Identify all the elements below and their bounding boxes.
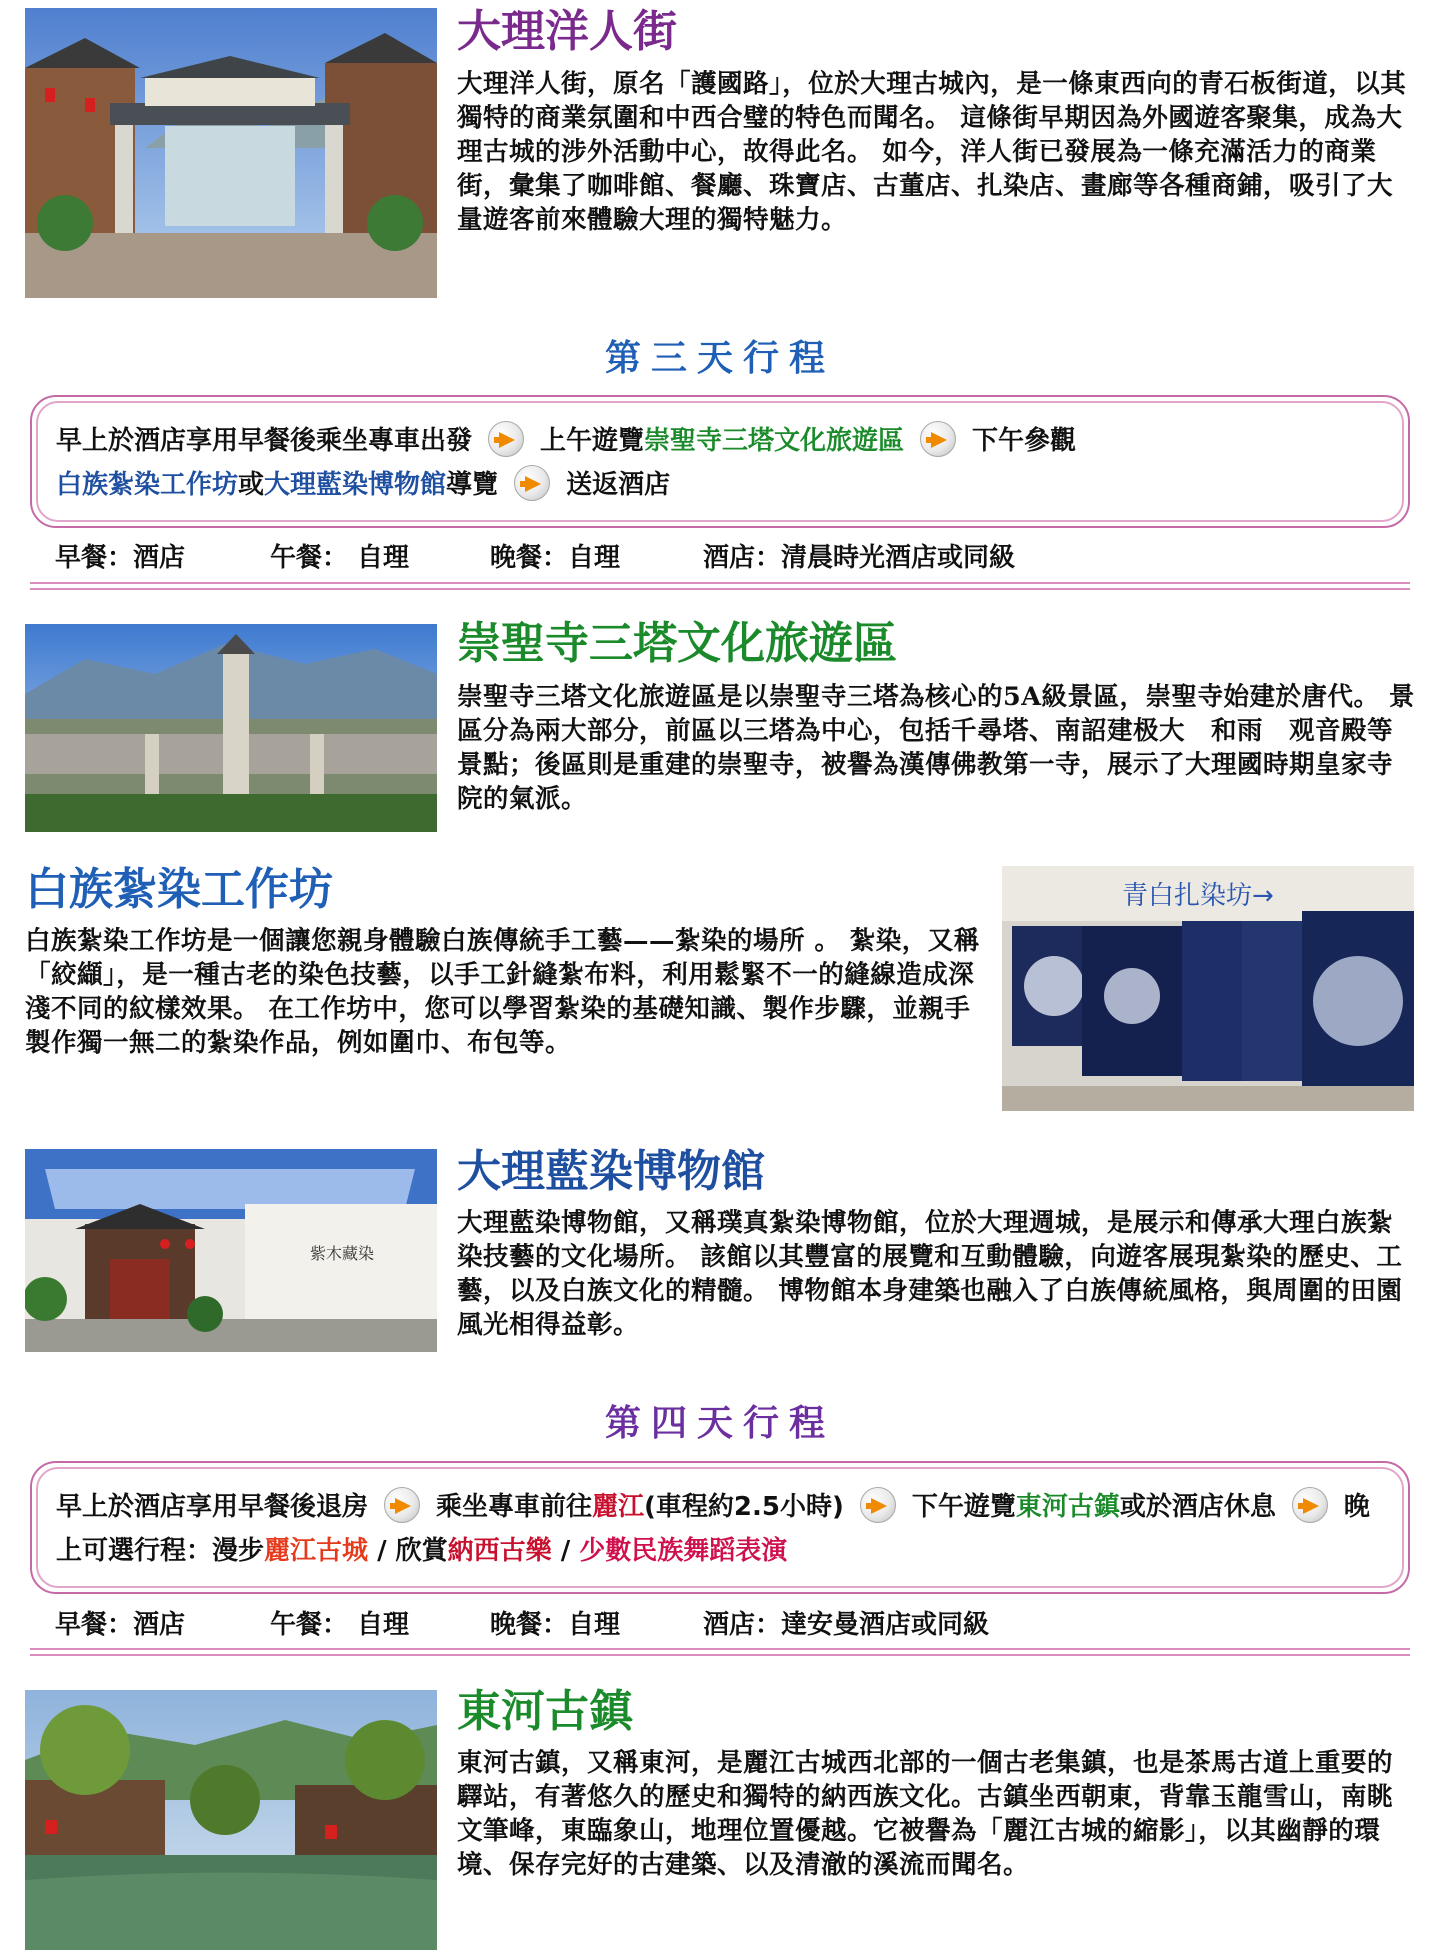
tie-dye-sign: 青白扎染坊→ [1122, 881, 1274, 911]
day4-step-naxi-music: 納西古樂 [447, 1536, 552, 1566]
yangren-body: 大理洋人街，原名「護國路」，位於大理古城內，是一條東西向的青石板街道，以其獨特的商業氛圍和中西合璧的特色而聞名。 這條街早期因為外國遊客聚集，成為大理古城的涉外活動中心，故得此名。 如今，洋人街已發展為一條充滿活力的商業街，彙集了咖啡館、餐廳、珠寶店、古董店、扎染店、畫廊等各種商鋪，吸引了大量遊客前來體驗大理的獨特魅力。 [457, 69, 1407, 235]
day3-step-return: 送返酒店 [566, 470, 671, 500]
orange-arrow-icon [860, 1487, 896, 1523]
day3-step-baizu: 白族紮染工作坊 [56, 470, 239, 500]
museum-sign: 紫木藏染 [310, 1244, 375, 1263]
day4-step-rest: 或於酒店休息 [1119, 1492, 1276, 1522]
day3-itinerary [36, 401, 1404, 522]
museum-title: 大理藍染博物館 [457, 1146, 765, 1197]
orange-arrow-icon [1292, 1487, 1328, 1523]
day3-step-museum: 大理藍染博物館 [264, 470, 447, 500]
day4-step-drive-time: (車程約2.5小時) [644, 1492, 844, 1522]
tie-dye-cloth-photo [1002, 866, 1414, 1111]
day3-hotel: 酒店：清晨時光酒店或同級 [703, 543, 1016, 573]
day3-breakfast: 早餐：酒店 [55, 543, 186, 573]
day3-itinerary-box [30, 395, 1410, 528]
day4-step-lijiang: 麗江 [592, 1492, 645, 1522]
day3-step-chongsheng: 崇聖寺三塔文化旅遊區 [644, 426, 905, 456]
day4-step-sep2: / [551, 1536, 580, 1566]
three-pagodas-photo [25, 624, 437, 832]
day4-step-checkout: 早上於酒店享用早餐後退房 [56, 1492, 369, 1522]
orange-arrow-icon [488, 421, 524, 457]
day4-breakfast: 早餐：酒店 [55, 1610, 186, 1640]
day3-heading: 第三天行程 [604, 338, 835, 379]
day4-dinner: 晚餐：自理 [490, 1610, 621, 1640]
day4-hotel: 酒店：達安曼酒店或同級 [703, 1610, 990, 1640]
day4-step-evening-label: 晚上可選行程：漫步 [56, 1492, 1370, 1566]
day4-lunch: 午餐： 自理 [270, 1610, 410, 1640]
day4-itinerary-box [30, 1461, 1410, 1594]
chongsheng-title: 崇聖寺三塔文化旅遊區 [457, 618, 897, 669]
day3-step-tour: 導覽 [446, 470, 499, 500]
day4-step-old-town: 麗江古城 [264, 1536, 369, 1566]
canal-town-photo [25, 1690, 437, 1950]
day4-step-dance: 少數民族舞蹈表演 [579, 1536, 788, 1566]
day3-step-or: 或 [238, 470, 265, 500]
day4-divider [30, 1648, 1410, 1656]
museum-body: 大理藍染博物館，又稱璞真紮染博物館，位於大理週城，是展示和傳承大理白族紮染技藝的文化場所。 該館以其豐富的展覽和互動體驗，向遊客展現紮染的歷史、工藝，以及白族文化的精髓。 博物館本身建築也融入了白族傳統風格，與周圍的田園風光相得益彰。 [457, 1208, 1403, 1340]
day3-lunch: 午餐： 自理 [270, 543, 410, 573]
day4-step-sep1: / 欣賞 [368, 1536, 448, 1566]
day4-step-afternoon-label: 下午遊覽 [911, 1492, 1016, 1522]
day4-meals [55, 1604, 989, 1641]
baizu-body: 白族紮染工作坊是一個讓您親身體驗白族傳統手工藝——紮染的場所 。 紮染，又稱「絞纈」，是一種古老的染色技藝，以手工針縫紮布料，利用鬆緊不一的縫線造成深淺不同的紋樣效果。 在工作坊中，您可以學習紮染的基礎知識、製作步驟，並親手製作獨一無二的紮染作品，例如圍巾、布包等。 [25, 926, 980, 1058]
day3-step-afternoon-label: 下午參觀 [972, 426, 1077, 456]
day3-step-breakfast: 早上於酒店享用早餐後乘坐專車出發 [56, 426, 473, 456]
day3-dinner: 晚餐：自理 [490, 543, 621, 573]
orange-arrow-icon [920, 421, 956, 457]
day4-heading: 第四天行程 [604, 1403, 835, 1444]
museum-courtyard-photo [25, 1149, 437, 1352]
orange-arrow-icon [514, 465, 550, 501]
chongsheng-body: 崇聖寺三塔文化旅遊區是以崇聖寺三塔為核心的5A級景區，崇聖寺始建於唐代。 景區分為兩大部分，前區以三塔為中心，包括千尋塔、南詔建极大 和雨 观音殿等景點；後區則是重建的崇聖寺，被譽為漢傳佛教第一寺，展示了大理國時期皇家寺院的氣派。 [457, 682, 1415, 814]
day3-meals [55, 537, 1015, 574]
day4-itinerary [36, 1467, 1404, 1588]
baizu-title: 白族紮染工作坊 [25, 864, 333, 915]
donghe-title: 東河古鎮 [457, 1686, 633, 1737]
street-gate-photo [25, 8, 437, 298]
day4-step-donghe: 東河古鎮 [1015, 1492, 1120, 1522]
yangren-title: 大理洋人街 [457, 6, 677, 57]
donghe-body: 東河古鎮，又稱東河，是麗江古城西北部的一個古老集鎮，也是茶馬古道上重要的驛站，有著悠久的歷史和獨特的納西族文化。古鎮坐西朝東，背靠玉龍雪山，南眺文筆峰，東臨象山，地理位置優越。它被譽為「麗江古城的縮影」，以其幽靜的環境、保存完好的古建築、以及清澈的溪流而聞名。 [457, 1748, 1394, 1880]
day3-divider [30, 582, 1410, 590]
orange-arrow-icon [384, 1487, 420, 1523]
day4-step-transfer: 乘坐專車前往 [436, 1492, 593, 1522]
day3-step-morning-label: 上午遊覽 [540, 426, 645, 456]
